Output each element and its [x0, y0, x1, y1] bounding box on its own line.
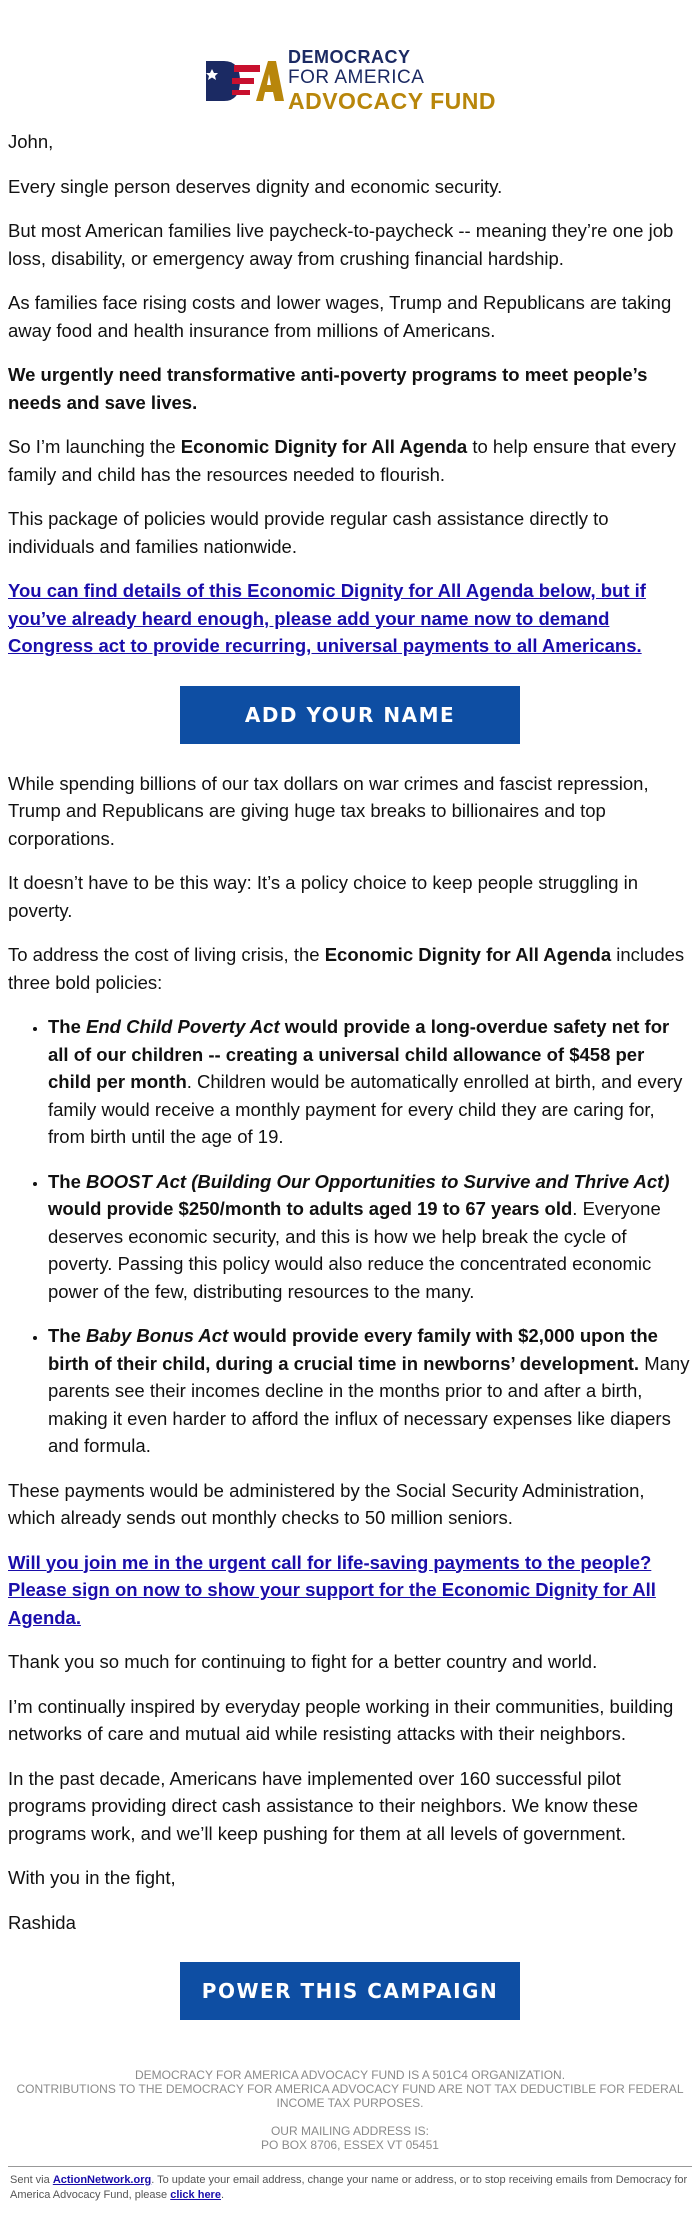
logo-line-3: ADVOCACY FUND: [288, 88, 496, 114]
header: [8, 0, 692, 128]
sent-pre: Sent via: [10, 2174, 53, 2186]
greeting: John,: [8, 131, 54, 152]
policy-list: [48, 1013, 692, 1460]
footer-tax-line: CONTRIBUTIONS TO THE DEMOCRACY FOR AMERICA ADVOCACY FUND ARE NOT TAX DEDUCTIBLE FOR FEDERAL INCOME TAX PURPOSES.: [16, 2082, 684, 2110]
paragraph-13: In the past decade, Americans have implemented over 160 successful pilot programs providing direct cash assistance to their neighbors. We know these programs work, and we’ll keep pushing for them at all levels of government.: [8, 1767, 639, 1844]
footer-org-line: DEMOCRACY FOR AMERICA ADVOCACY FUND IS A 501C4 ORGANIZATION.: [134, 2068, 566, 2082]
footer-mailing: [8, 2124, 692, 2152]
sent-mid: . To update your email address, change your name or address, or to stop receiving emails from Democracy for America Advocacy Fund, please: [10, 2174, 688, 2201]
p9-post: includes three bold policies:: [8, 944, 685, 993]
policy-lead-pre: The: [48, 1170, 87, 1192]
paragraph-1: Every single person deserves dignity and economic security.: [8, 175, 503, 197]
p9-pre: To address the cost of living crisis, the: [8, 944, 325, 965]
paragraph-3: As families face rising costs and lower wages, Trump and Republicans are taking away food and health insurance from millions of Americans.: [8, 292, 672, 341]
urgent-statement: We urgently need transformative anti-poverty programs to meet people’s needs and save lives.: [8, 364, 648, 413]
policy-item: [48, 1168, 692, 1306]
policy-act-name: Baby Bonus Act: [86, 1325, 229, 1346]
p5-post: to help ensure that every family and child has the resources needed to flourish.: [8, 436, 676, 485]
footer-mail-label: OUR MAILING ADDRESS IS:: [270, 2124, 430, 2138]
paragraph-9: [8, 941, 692, 996]
paragraph-12: I’m continually inspired by everyday people working in their communities, building networks of care and mutual aid while resisting attacks with their neighbors.: [8, 1695, 674, 1744]
footer-mail-address: PO BOX 8706, ESSEX VT 05451: [261, 2138, 439, 2152]
policy-detail: . Everyone deserves economic security, and this is how we help break the cycle of poverty. Passing this policy would also reduce the concentrated economic power of the few, distributing resources to the many.: [48, 1198, 661, 1302]
policy-act-name: BOOST Act (Building Our Opportunities to Survive and Thrive Act): [86, 1170, 670, 1192]
paragraph-2: But most American families live paycheck-to-paycheck -- meaning they’re one job loss, disability, or emergency away from crushing financial hardship.: [8, 220, 674, 269]
unsubscribe-link[interactable]: click here: [170, 2189, 221, 2201]
footer-legal: [8, 2068, 692, 2110]
policy-lead-post: would provide a long-overdue safety net for all of our children -- creating a universal child allowance of $458 per child per month: [48, 1016, 670, 1092]
paragraph-6: This package of policies would provide regular cash assistance directly to individuals and families nationwide.: [8, 508, 609, 557]
policy-item: [48, 1013, 692, 1151]
policy-lead-pre: The: [48, 1016, 87, 1037]
policy-act-name: End Child Poverty Act: [86, 1016, 280, 1037]
paragraph-4: [8, 361, 692, 416]
button-row-2: [8, 1962, 692, 2020]
logo-line-1: DEMOCRACY: [288, 47, 411, 67]
add-name-link[interactable]: You can find details of this Economic Dignity for All Agenda below, but if you’ve already heard enough, please add your name now to demand Congress act to provide recurring, universal payments to all Americans.: [8, 580, 646, 656]
paragraph-5: [8, 433, 692, 488]
paragraph-link-1: [8, 577, 692, 660]
agenda-name: Economic Dignity for All Agenda: [180, 436, 468, 457]
policy-lead-post: would provide $250/month to adults aged 19 to 67 years old: [48, 1198, 573, 1219]
paragraph-11: Thank you so much for continuing to fight for a better country and world.: [8, 1651, 598, 1672]
policy-detail: . Children would be automatically enrolled at birth, and every family would receive a monthly payment for every child they are caring for, from birth until the age of 19.: [48, 1071, 683, 1147]
policy-lead-pre: The: [48, 1325, 87, 1346]
paragraph-7: While spending billions of our tax dollars on war crimes and fascist repression, Trump and Republicans are giving huge tax breaks to billionaires and top corporations.: [8, 772, 649, 849]
footer-divider: [8, 2166, 692, 2167]
policy-lead: [48, 1325, 658, 1374]
logo-wordmark: [288, 48, 496, 113]
policy-lead-post: would provide every family with $2,000 upon the birth of their child, during a crucial time in newborns’ development.: [48, 1325, 658, 1374]
button-row-1: [8, 686, 692, 744]
add-your-name-button[interactable]: ADD YOUR NAME: [180, 686, 520, 744]
actionnetwork-link[interactable]: ActionNetwork.org: [52, 2174, 152, 2186]
dfa-logo[interactable]: [204, 48, 496, 113]
paragraph-10: These payments would be administered by the Social Security Administration, which already sends out monthly checks to 50 million seniors.: [8, 1479, 645, 1528]
dfa-logo-mark-icon: [204, 55, 284, 107]
agenda-name-2: Economic Dignity for All Agenda: [324, 944, 612, 965]
sent-via-note: [8, 2173, 692, 2223]
footer: [8, 2068, 692, 2152]
p5-pre: So I’m launching the: [8, 436, 181, 457]
power-this-campaign-button[interactable]: POWER THIS CAMPAIGN: [180, 1962, 520, 2020]
policy-item: [48, 1322, 692, 1460]
sent-end: .: [220, 2189, 225, 2201]
signoff: With you in the fight,: [8, 1867, 176, 1888]
policy-detail: Many parents see their incomes decline in the months prior to and after a birth, making it even harder to afford the influx of necessary expenses like diapers and formula.: [48, 1352, 690, 1456]
paragraph-link-2: [8, 1549, 692, 1632]
sign-on-link[interactable]: Will you join me in the urgent call for life-saving payments to the people? Please sign on now to show your support for the Economic Dignity for All Agenda.: [8, 1551, 656, 1628]
paragraph-8: It doesn’t have to be this way: It’s a policy choice to keep people struggling in poverty.: [8, 872, 639, 921]
logo-line-2: FOR AMERICA: [288, 67, 425, 88]
signature: Rashida: [8, 1911, 76, 1933]
